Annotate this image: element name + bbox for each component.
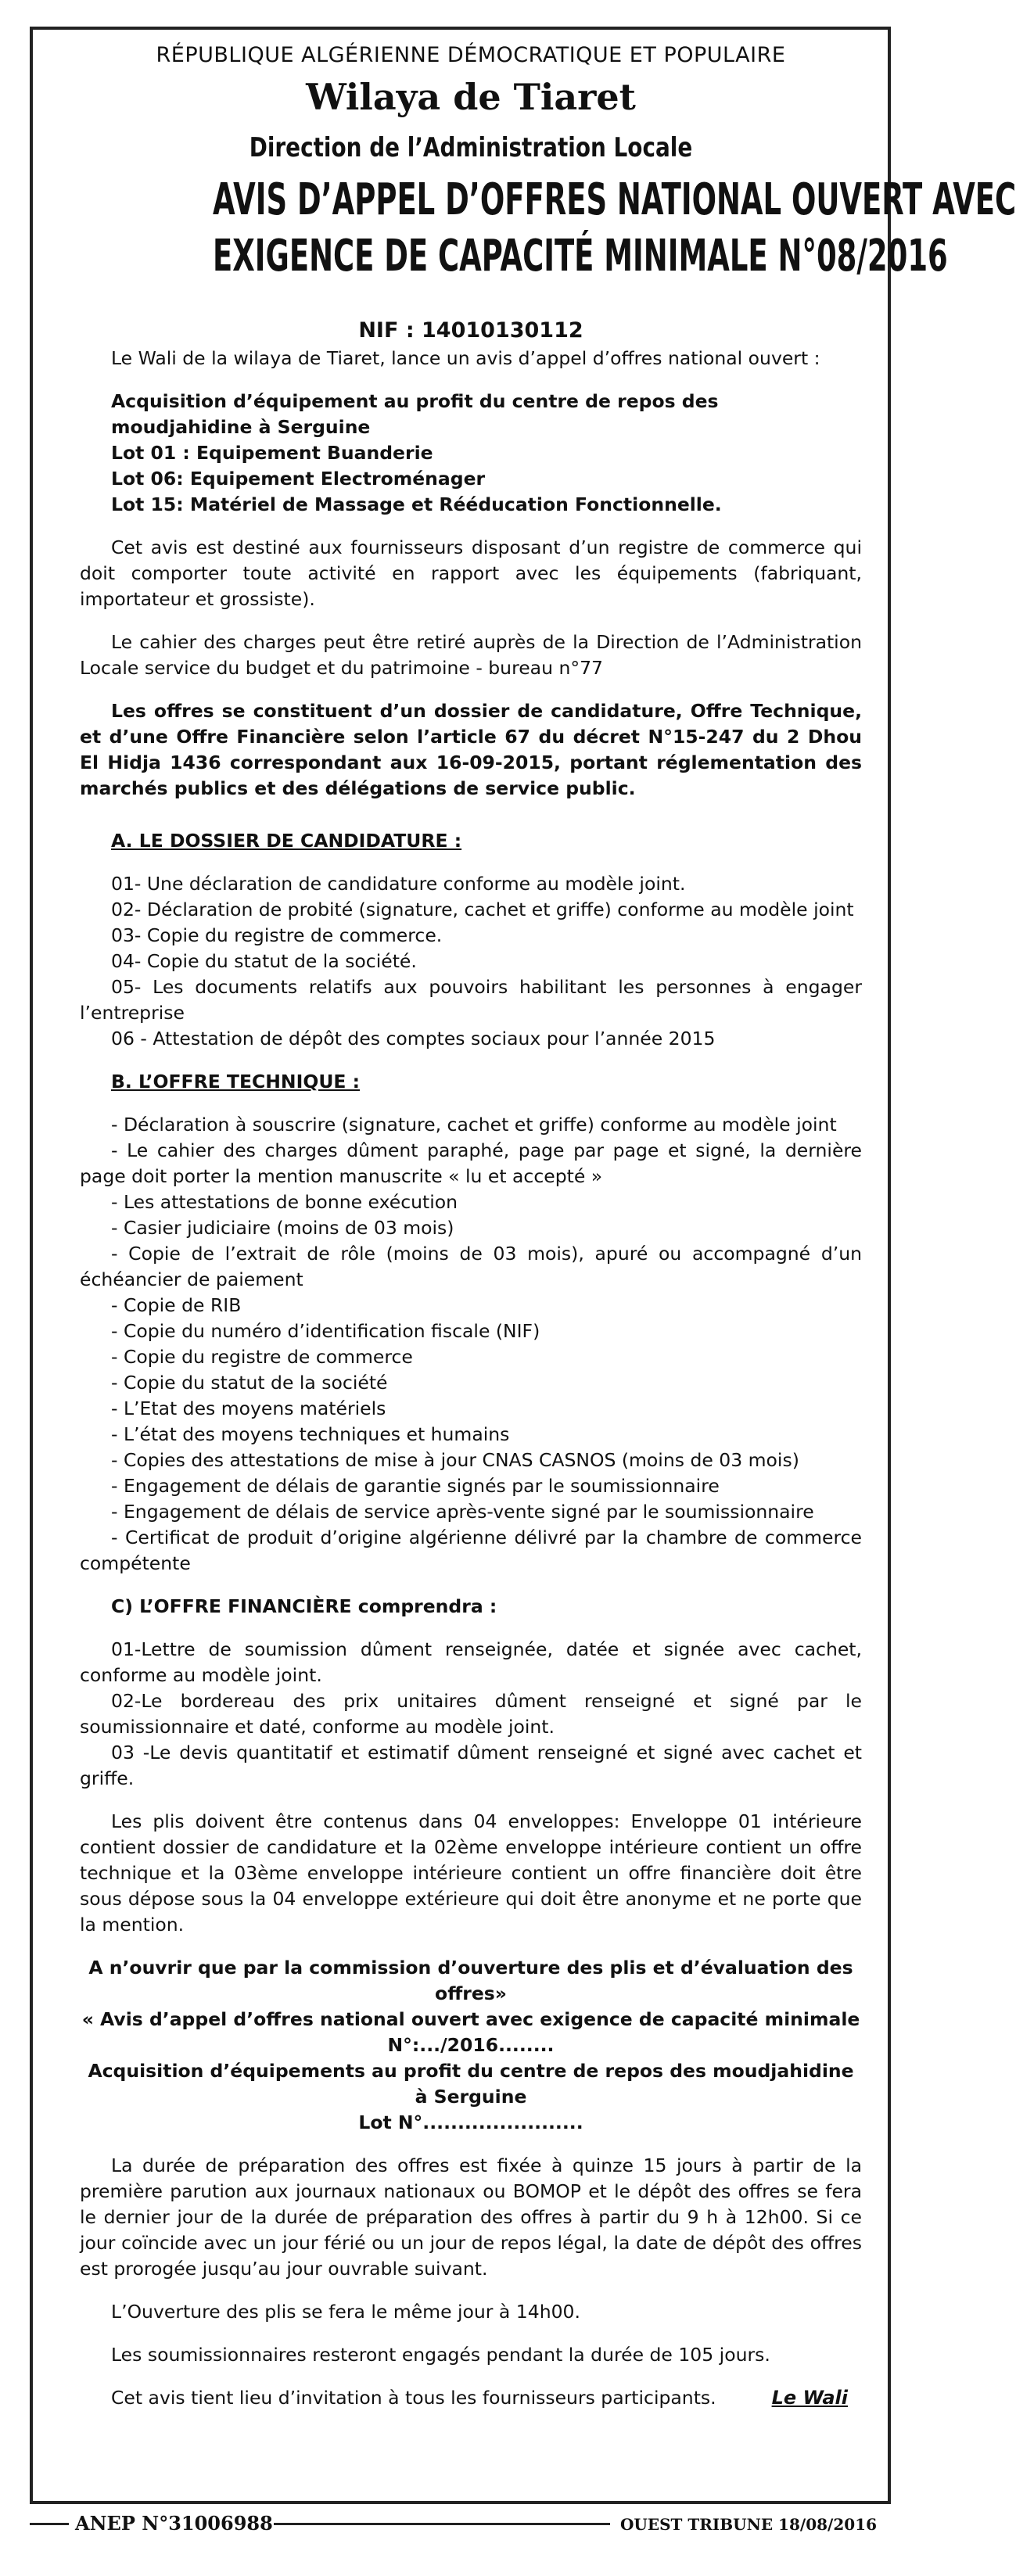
- section-b-item: - Copie de RIB: [111, 1294, 242, 1316]
- closing-row: [80, 2385, 862, 2411]
- notice-body: [80, 38, 1016, 2411]
- signature: Le Wali: [771, 2387, 848, 2409]
- object-title: Acquisition d’équipement au profit du centre de repos des moudjahidine à Serguine: [111, 390, 719, 438]
- mention-line: Acquisition d’équipements au profit du centre de repos des moudjahidine à Serguine: [88, 2060, 854, 2108]
- mention-line: A n’ouvrir que par la commission d’ouverture des plis et d’évaluation des offres»: [88, 1957, 853, 2004]
- section-c-item: 02-Le bordereau des prix unitaires dûment renseigné et signé par le soumissionnaire et daté, conforme au modèle joint.: [80, 1690, 862, 1738]
- mention-line: Lot N°.......................: [358, 2111, 583, 2133]
- notice-footer: [30, 2509, 891, 2540]
- section-c-item: 01-Lettre de soumission dûment renseignée, datée et signée avec cachet, conforme au modèle joint.: [80, 1638, 862, 1686]
- notice-title-line1: AVIS D’APPEL D’OFFRES NATIONAL OUVERT AVEC: [213, 174, 1016, 225]
- cahier-text: Le cahier des charges peut être retiré auprès de la Direction de l’Administration Locale service du budget et du patrimoine - bureau n°77: [80, 631, 862, 679]
- section-b-item: - Casier judiciaire (moins de 03 mois): [111, 1217, 454, 1239]
- section-b-item: - Certificat de produit d’origine algérienne délivré par la chambre de commerce compétente: [80, 1527, 862, 1574]
- direction-title: Direction de l’Administration Locale: [249, 132, 693, 163]
- section-b-item: - L’état des moyens techniques et humains: [111, 1423, 510, 1445]
- section-b-item: - Copie de l’extrait de rôle (moins de 03 mois), apuré ou accompagné d’un échéancier de paiement: [80, 1243, 862, 1290]
- section-c-heading: C) L’OFFRE FINANCIÈRE comprendra :: [111, 1595, 497, 1617]
- section-b-item: - Engagement de délais de garantie signés par le soumissionnaire: [111, 1475, 720, 1497]
- country-header: RÉPUBLIQUE ALGÉRIENNE DÉMOCRATIQUE ET POPULAIRE: [156, 43, 786, 67]
- lot-item: Lot 15: Matériel de Massage et Rééducation Fonctionnelle.: [111, 493, 722, 515]
- footer-rule-left: [30, 2523, 69, 2525]
- intro-text: Le Wali de la wilaya de Tiaret, lance un avis d’appel d’offres national ouvert :: [111, 347, 820, 369]
- duree-text: La durée de préparation des offres est fixée à quinze 15 jours à partir de la première parution aux journaux nationaux ou BOMOP et le dépôt des offres se fera le dernier jour de la durée de préparation des offres à partir du 9 h à 12h00. Si ce jour coïncide avec un jour férié ou un jour de repos légal, la date de dépôt des offres est prorogée jusqu’au jour ouvrable suivant.: [80, 2154, 862, 2280]
- notice-title-line2: EXIGENCE DE CAPACITÉ MINIMALE N°08/2016: [213, 231, 948, 282]
- lot-item: Lot 06: Equipement Electroménager: [111, 468, 486, 490]
- section-b-item: - L’Etat des moyens matériels: [111, 1397, 386, 1419]
- mention-line: « Avis d’appel d’offres national ouvert avec exigence de capacité minimale: [81, 2008, 860, 2030]
- section-a-heading: A. LE DOSSIER DE CANDIDATURE :: [111, 830, 462, 852]
- section-b-item: - Les attestations de bonne exécution: [111, 1191, 458, 1213]
- section-b-item: - Engagement de délais de service après-vente signé par le soumissionnaire: [111, 1501, 814, 1523]
- engagement-text: Les soumissionnaires resteront engagés pendant la durée de 105 jours.: [111, 2344, 770, 2366]
- invitation-text: Cet avis tient lieu d’invitation à tous les fournisseurs participants.: [111, 2387, 716, 2409]
- nif-number: NIF : 14010130112: [358, 318, 583, 343]
- section-a-item: 02- Déclaration de probité (signature, cachet et griffe) conforme au modèle joint: [111, 899, 854, 920]
- section-a-item: 01- Une déclaration de candidature conforme au modèle joint.: [111, 873, 686, 895]
- audience-text: Cet avis est destiné aux fournisseurs disposant d’un registre de commerce qui doit comporter toute activité en rapport avec les équipements (fabriquant, importateur et grossiste).: [80, 536, 862, 610]
- section-a-item: 05- Les documents relatifs aux pouvoirs habilitant les personnes à engager l’entreprise: [80, 976, 862, 1024]
- section-b-item: - Copie du registre de commerce: [111, 1346, 413, 1368]
- journal-reference: OUEST TRIBUNE 18/08/2016: [619, 2515, 877, 2534]
- wilaya-title: Wilaya de Tiaret: [306, 76, 636, 118]
- section-b-item: - Copies des attestations de mise à jour CNAS CASNOS (moins de 03 mois): [111, 1449, 799, 1471]
- section-b-item: - Copie du numéro d’identification fiscale (NIF): [111, 1320, 540, 1342]
- section-a-item: 03- Copie du registre de commerce.: [111, 924, 443, 946]
- ouverture-text: L’Ouverture des plis se fera le même jour à 14h00.: [111, 2301, 580, 2323]
- section-a-item: 04- Copie du statut de la société.: [111, 950, 417, 972]
- envelopes-text: Les plis doivent être contenus dans 04 enveloppes: Enveloppe 01 intérieure contient dossier de candidature et la 02ème enveloppe intérieure contient un offre technique et la 03ème enveloppe intérieure contient un offre financière doit être sous dépose sous la 04 enveloppe extérieure qui doit être anonyme et ne porte que la mention.: [80, 1810, 862, 1936]
- lot-item: Lot 01 : Equipement Buanderie: [111, 442, 433, 464]
- anep-reference: ANEP N°31006988: [75, 2512, 273, 2535]
- section-b-item: - Le cahier des charges dûment paraphé, page par page et signé, la dernière page doit porter la mention manuscrite « lu et accepté »: [80, 1139, 862, 1187]
- section-c-item: 03 -Le devis quantitatif et estimatif dûment renseigné et signé avec cachet et griffe.: [80, 1742, 862, 1789]
- section-b-item: - Déclaration à souscrire (signature, cachet et griffe) conforme au modèle joint: [111, 1114, 837, 1136]
- offres-constitution-text: Les offres se constituent d’un dossier de candidature, Offre Technique, et d’une Offre Financière selon l’article 67 du décret N°15-247 du 2 Dhou El Hidja 1436 correspondant aux 16-09-2015, portant réglementation des marchés publics et des délégations de service public.: [80, 700, 862, 799]
- section-b-heading: B. L’OFFRE TECHNIQUE :: [111, 1071, 361, 1092]
- section-b-item: - Copie du statut de la société: [111, 1372, 388, 1394]
- mention-line: N°:.../2016........: [387, 2034, 555, 2056]
- footer-rule-middle: [274, 2523, 610, 2525]
- section-a-item: 06 - Attestation de dépôt des comptes sociaux pour l’année 2015: [111, 1028, 716, 1049]
